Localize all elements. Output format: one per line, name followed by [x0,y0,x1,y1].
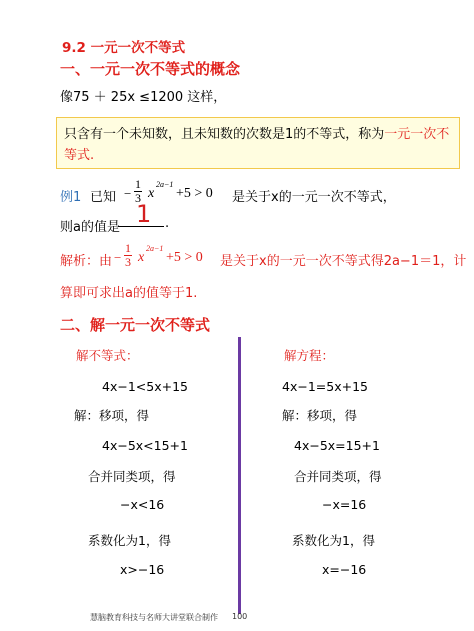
definition-text [64,124,456,166]
right-line-2: 解：移项，得 [282,408,358,423]
solution-label: 解析：由 [60,254,113,269]
right-line-4: 合并同类项，得 [294,469,382,484]
example-period: . [165,216,170,231]
footer-credit: 慧脑教育科技与名师大讲堂联合制作 [90,613,218,622]
example-rest: +5 > 0 [176,186,213,201]
example-minus: − [124,186,132,201]
definition-term: 一元一次不等式. [64,127,450,163]
intro-line: 像75 ＋ 25x ≤1200 这样， [60,90,227,105]
solution-desc: 是关于x的一元一次不等式得2a−1＝1，计 [220,254,467,269]
heading-concept: 一、一元一次不等式的概念 [60,60,241,78]
right-line-1: 4x−1=5x+15 [282,379,368,394]
left-line-6: 系数化为1，得 [88,533,171,548]
handwritten-answer: 1 [136,200,152,228]
example-then: 则a的值是 [60,220,120,235]
left-line-3: 4x−5x<15+1 [102,438,188,453]
definition-before: 只含有一个未知数，且未知数的次数是1的不等式，称为 [64,127,385,142]
left-line-7: x>−16 [120,562,165,577]
page-number: 100 [232,612,248,621]
solution-x: x [138,250,145,265]
solution-rest: +5 > 0 [166,250,203,265]
example-desc: 是关于x的一元一次不等式， [232,190,396,205]
right-line-5: −x=16 [322,497,367,512]
left-line-2: 解：移项，得 [74,408,150,423]
solution-frac-num: 1 [125,241,131,255]
left-line-1: 4x−1<5x+15 [102,379,188,394]
example-exponent: 2a−1 [156,180,174,189]
example-known: 已知 [90,190,117,205]
solution-exponent: 2a−1 [146,244,164,253]
solution-frac-den: 3 [125,255,131,269]
example-label: 例1 [60,190,82,205]
right-line-6: 系数化为1，得 [292,533,375,548]
right-line-3: 4x−5x=15+1 [294,438,380,453]
left-line-5: −x<16 [120,497,165,512]
column-divider [238,337,241,614]
example-frac-den: 3 [135,191,141,205]
example-x: x [148,186,155,201]
section-title: 9.2 一元一次不等式 [62,40,186,56]
example-1 [60,176,470,212]
right-col-title: 解方程： [284,348,335,363]
solution-fraction [124,242,132,269]
right-line-7: x=−16 [322,562,367,577]
solution [60,242,470,278]
left-col-title: 解不等式： [76,348,139,363]
example-frac-num: 1 [135,177,141,191]
solution-line2: 算即可求出a的值等于1. [60,286,198,301]
solution-minus: − [114,250,122,265]
left-line-4: 合并同类项，得 [88,469,176,484]
heading-solve: 二、解一元一次不等式 [60,316,211,334]
